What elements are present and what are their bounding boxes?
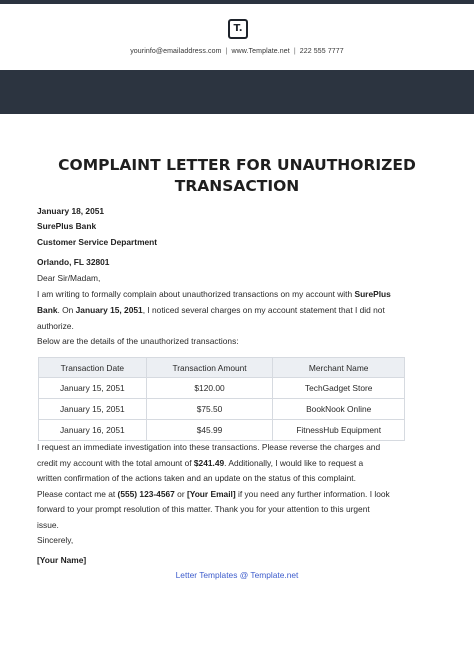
table-cell: January 16, 2051 [39,420,147,441]
paragraph-2: Below are the details of the unauthorized transactions: [37,336,239,346]
column-header: Transaction Amount [146,358,273,378]
footer-at: @ [237,570,251,580]
title-line-1: COMPLAINT LETTER FOR UNAUTHORIZED [58,156,416,174]
contact-email-emphasis: [Your Email] [186,489,236,499]
table-row [39,420,405,441]
salutation: Dear Sir/Madam, [37,273,101,283]
paragraph-text: I am writing to formally complain about unauthorized transactions on my account with [37,289,355,299]
footer-attribution [0,570,474,580]
table-row [39,378,405,399]
contact-separator: | [293,48,296,55]
paragraph-text: if you need any further information. I look [235,489,390,499]
paragraph-text: credit my account with the total amount of [37,458,194,468]
header-banner [0,70,474,114]
table-cell: FitnessHub Equipment [273,420,405,441]
total-amount: $241.49 [193,458,225,468]
table-cell: TechGadget Store [273,378,405,399]
recipient-department: Customer Service Department [37,237,158,247]
table-cell: January 15, 2051 [39,399,147,420]
letter-title [30,155,444,197]
column-header: Transaction Date [39,358,147,378]
contact-phone-emphasis: (555) 123-4567 [117,489,175,499]
table-cell: $120.00 [146,378,273,399]
contact-phone: 222 555 7777 [299,48,344,55]
contact-info [0,48,474,55]
paragraph-text: or [174,489,187,499]
paragraph-4-line-3: issue. [37,520,59,530]
contact-separator: | [225,48,228,55]
paragraph-1-line-2 [37,305,385,316]
paragraph-3-line-3: written confirmation of the actions taken and an update on the status of this complaint. [37,473,356,483]
contact-website[interactable]: www.Template.net [231,48,290,55]
letter-date: January 18, 2051 [37,206,105,216]
recipient-bank: SurePlus Bank [37,221,97,231]
paragraph-3-line-2 [37,458,363,469]
bank-name-emphasis: Bank [37,305,58,315]
closing: Sincerely, [37,535,74,545]
paragraph-text: Please contact me at [37,489,118,499]
paragraph-1-line-1 [37,289,391,300]
title-line-2: TRANSACTION [174,177,300,195]
paragraph-text: . Additionally, I would like to request a [224,458,364,468]
column-header: Merchant Name [273,358,405,378]
recipient-city: Orlando, FL 32801 [37,257,110,267]
paragraph-4-line-2: forward to your prompt resolution of this matter. Thank you for your attention to this urgent [37,504,370,514]
template-net-link[interactable]: Template.net [250,570,299,580]
table-header-row [39,358,405,378]
table-cell: $75.50 [146,399,273,420]
transactions-table [38,357,405,441]
paragraph-text: . On [57,305,76,315]
table-row [39,399,405,420]
contact-email[interactable]: yourinfo@emailaddress.com [130,48,222,55]
letterhead [0,0,474,70]
template-logo-icon: T. [228,19,248,39]
letter-templates-link[interactable]: Letter Templates [175,570,238,580]
signature: [Your Name] [37,555,87,565]
table-cell: BookNook Online [273,399,405,420]
paragraph-4-line-1 [37,489,390,500]
paragraph-3-line-1: I request an immediate investigation into these transactions. Please reverse the charges and [37,442,381,452]
bank-name-emphasis: SurePlus [354,289,391,299]
letterhead-top-rule [0,0,474,4]
table-cell: $45.99 [146,420,273,441]
paragraph-text: , I noticed several charges on my account statement that I did not [142,305,385,315]
table-cell: January 15, 2051 [39,378,147,399]
date-emphasis: January 15, 2051 [75,305,143,315]
paragraph-1-line-3: authorize. [37,321,74,331]
